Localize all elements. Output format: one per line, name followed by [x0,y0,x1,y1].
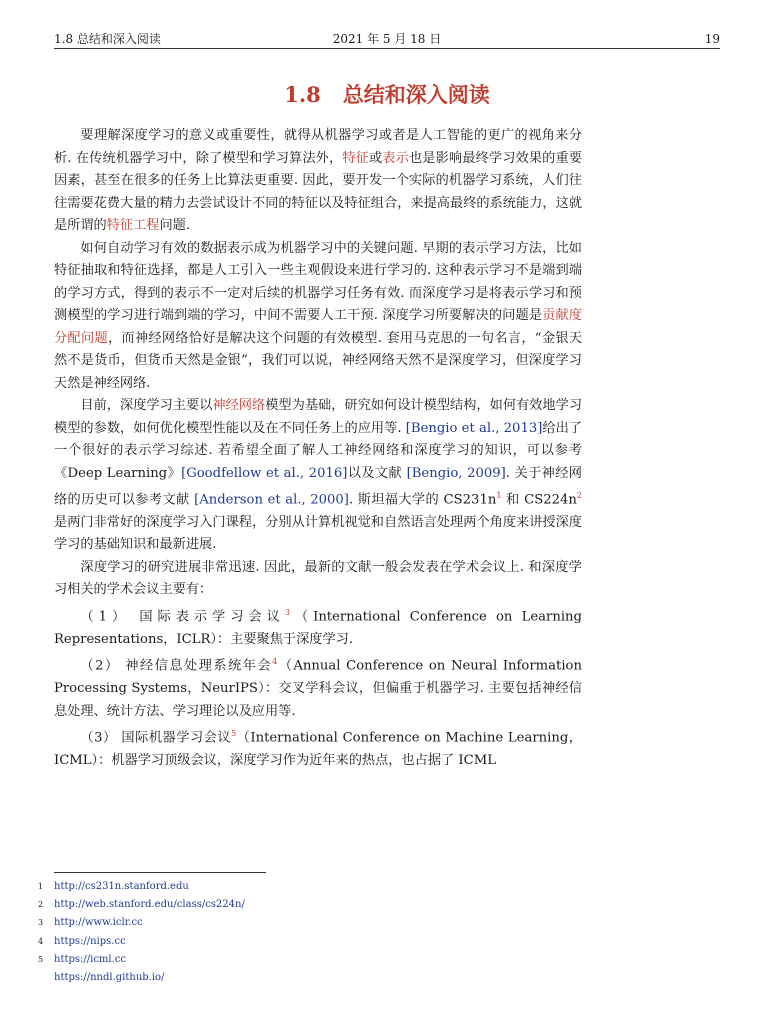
text-run: 是两门非常好的深度学习入门课程，分别从计算机视觉和自然语言处理两个角度来讲授深度学习的基础知识和最新进展. [54,514,582,553]
text-run: 和 CS224n [501,492,577,508]
citation-link[interactable]: [Bengio et al., 2013] [405,420,543,436]
footnote-mark: 4 [38,936,44,946]
citation-link[interactable]: [Anderson et al., 2000] [194,492,349,508]
header-rule [54,48,720,49]
text-run: 问题. [159,218,191,233]
paragraph-4 [54,557,582,602]
text-run: （International Conference on Learning Representations，ICLR）：主要聚焦于深度学习. [54,609,582,647]
text-run: . 斯坦福大学的 CS231n [348,492,497,508]
text-run: （3） 国际机器学习会议 [80,730,232,746]
text-run: 目前，深度学习主要以 [80,398,213,413]
footnote-ref[interactable]: 1 [496,491,502,500]
footnotes [38,878,578,987]
paragraph-6 [54,651,582,723]
text-run: . 关于神经网络的历史可以参考文献 [54,465,582,508]
footnote-ref[interactable]: 5 [231,729,237,739]
citation-link[interactable]: [Bengio, 2009] [406,465,506,481]
footnote-item [38,878,578,896]
paragraph-2 [54,238,582,396]
text-run: （2） 神经信息处理系统年会 [80,658,273,674]
footnote-url[interactable]: http://www.iclr.cc [54,917,143,929]
footnote-ref[interactable]: 2 [576,491,582,500]
term-link[interactable]: 表示 [382,150,409,166]
text-run: 以及文献 [347,465,407,481]
footnote-mark: 3 [38,918,44,928]
header-page-number: 19 [704,32,720,46]
text-run: （International Conference on Machine Learning，ICML）：机器学习顶级会议，深度学习作为近年来的热点，也占据了 ICML [54,730,582,769]
citation-link[interactable]: [Goodfellow et al., 2016] [181,465,348,481]
footer-url-line [38,969,578,987]
footnote-ref[interactable]: 3 [284,607,290,617]
text-run: 或 [368,150,383,166]
running-header [54,30,720,48]
section-title [54,80,720,110]
term-link[interactable]: 特征 [342,150,369,166]
footnote-url[interactable]: https://icml.cc [54,953,126,965]
paragraph-1 [54,125,582,238]
paragraph-5 [54,602,582,651]
footnote-mark: 2 [38,900,44,910]
text-run: （1） 国际表示学习会议 [80,609,285,625]
footnote-url[interactable]: http://web.stanford.edu/class/cs224n/ [54,899,245,911]
header-date: 2021 年 5 月 18 日 [332,32,442,46]
paragraph-7 [54,723,582,772]
text-run: 要理解深度学习的意义或重要性，就得从机器学习或者是人工智能的更广的视角来分析. 在传统机器学习中，除了模型和学习算法外， [54,128,582,166]
footnote-ref[interactable]: 4 [272,657,278,667]
term-link[interactable]: 贡献度分配问题 [54,308,582,346]
text-run: 模型为基础，研究如何设计模型结构，如何有效地学习模型的参数，如何优化模型性能以及在不同任务上的应用等. [54,398,583,436]
text-run: 如何自动学习有效的数据表示成为机器学习中的关键问题. 早期的表示学习方法，比如特征抽取和特征选择，都是人工引入一些主观假设来进行学习的. 这种表示学习不是端到端的学习方式，得到的表示不一定对后续的机器学习任务有效. 而深度学习是将表示学习和预测模型的学习进行端到端的学习，中间不需要人工干预. 深度学习所要解决的问题是 [54,240,582,323]
footer-url[interactable]: https://nndl.github.io/ [54,972,165,984]
footnote-rule [54,872,266,873]
term-link[interactable]: 神经网络 [212,398,266,413]
footnote-item [38,914,578,932]
text-run: 深度学习的研究进展非常迅速. 因此，最新的文献一般会发表在学术会议上. 和深度学习相关的学术会议主要有： [54,559,582,598]
term-link[interactable]: 特征工程 [106,218,160,233]
footnote-mark: 5 [38,954,44,964]
section-title-text: 总结和深入阅读 [342,82,490,107]
header-section-label: 1.8 总结和深入阅读 [54,32,161,46]
text-run: 给出了一个很好的表示学习综述. 若希望全面了解人工神经网络和深度学习的知识，可以参考《Deep Learning》 [54,420,582,481]
footnote-url[interactable]: https://nips.cc [54,935,126,947]
body-text [54,125,582,773]
footnote-mark: 1 [38,882,44,891]
footnote-item [38,933,578,951]
text-run: （Annual Conference on Neural Information Processing Systems，NeurIPS）：交叉学科会议，但偏重于机器学习. 主要包括神经信息处理、统计方法、学习理论以及应用等. [54,658,582,719]
paragraph-3 [54,395,582,557]
footnote-item [38,896,578,914]
section-number: 1.8 [284,82,321,107]
footnote-item [38,951,578,969]
footnote-url[interactable]: http://cs231n.stanford.edu [54,881,189,892]
text-run: 也是影响最终学习效果的重要因素，甚至在很多的任务上比算法更重要. 因此，要开发一个实际的机器学习系统，人们往往需要花费大量的精力去尝试设计不同的特征以及特征组合，来提高最终的系统能力，这就是所谓的 [54,150,583,233]
text-run: ，而神经网络恰好是解决这个问题的有效模型. 套用马克思的一句名言，“金银天然不是货币，但货币天然是金银”，我们可以说，神经网络天然不是深度学习，但深度学习天然是神经网络. [54,330,583,391]
